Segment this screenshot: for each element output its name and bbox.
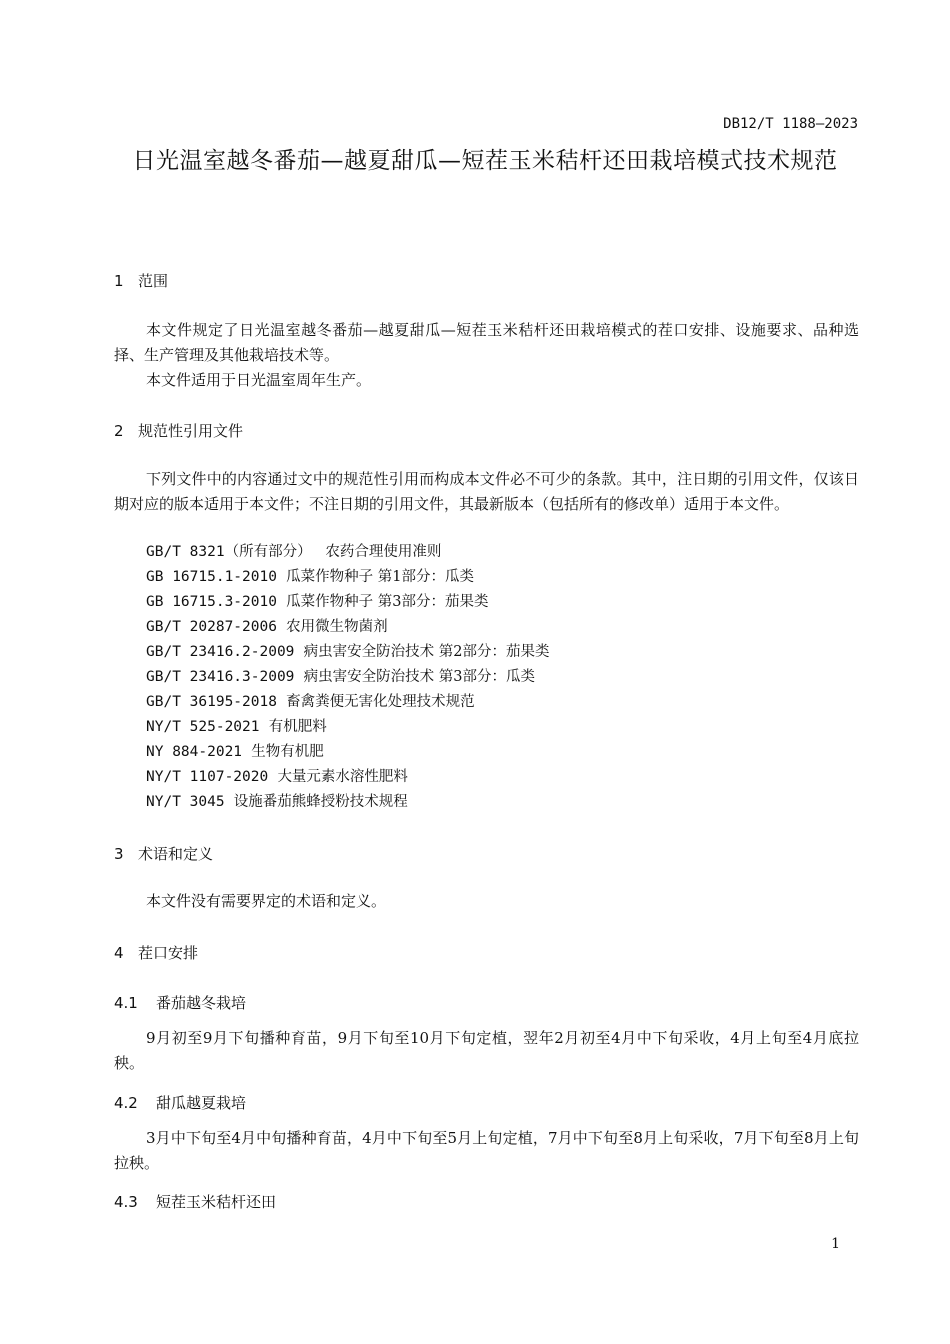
- reference-name: 大量元素水溶性肥料: [277, 769, 408, 785]
- reference-code: NY/T 3045: [146, 794, 225, 810]
- subsection-number: 4.2: [114, 1094, 138, 1112]
- section-number: 4: [114, 944, 124, 962]
- reference-name: 农药合理使用准则: [325, 544, 442, 560]
- reference-item: [146, 690, 549, 715]
- subsection-heading: [114, 992, 246, 1013]
- reference-name: 设施番茄熊蜂授粉技术规程: [233, 794, 408, 810]
- paragraph: 本文件规定了日光温室越冬番茄—越夏甜瓜—短茬玉米秸杆还田栽培模式的茬口安排、设施要求、品种选择、生产管理及其他栽培技术等。: [114, 321, 859, 364]
- subsection-title: 甜瓜越夏栽培: [156, 1094, 247, 1112]
- subsection-title: 番茄越冬栽培: [156, 994, 247, 1012]
- reference-item: [146, 565, 549, 590]
- reference-name: 瓜菜作物种子 第3部分：茄果类: [286, 594, 489, 610]
- paragraph: 3月中下旬至4月中旬播种育苗，4月中下旬至5月上旬定植，7月中下旬至8月上旬采收，7月下旬至8月上旬拉秧。: [114, 1129, 859, 1172]
- document-code: DB12/T 1188—2023: [723, 116, 858, 132]
- section-title: 术语和定义: [138, 845, 214, 863]
- reference-code: GB/T 20287-2006: [146, 619, 277, 635]
- section-number: 1: [114, 272, 124, 290]
- reference-code: NY/T 1107-2020: [146, 769, 269, 785]
- reference-item: [146, 665, 549, 690]
- reference-item: [146, 740, 549, 765]
- reference-code: GB/T 23416.3-2009: [146, 669, 295, 685]
- reference-name: 畜禽粪便无害化处理技术规范: [286, 694, 475, 710]
- reference-code: GB/T 23416.2-2009: [146, 644, 295, 660]
- reference-item: [146, 790, 549, 815]
- section-heading-scope: [114, 270, 168, 291]
- reference-item: [146, 640, 549, 665]
- reference-name: 病虫害安全防治技术 第2部分：茄果类: [303, 644, 550, 660]
- section-heading-cropping-arrangement: [114, 942, 198, 963]
- reference-code: GB 16715.1-2010: [146, 569, 277, 585]
- reference-name: 有机肥料: [268, 719, 327, 735]
- reference-list: [146, 540, 549, 815]
- reference-item: [146, 540, 549, 565]
- reference-code: GB/T 8321（所有部分）: [146, 544, 312, 560]
- reference-name: 生物有机肥: [251, 744, 324, 760]
- subsection-heading: [114, 1191, 276, 1212]
- page-number: 1: [831, 1236, 840, 1252]
- section-heading-terms: [114, 843, 213, 864]
- section-number: 2: [114, 422, 124, 440]
- paragraph: 9月初至9月下旬播种育苗，9月下旬至10月下旬定植，翌年2月初至4月中下旬采收，4月上旬至4月底拉秧。: [114, 1029, 859, 1072]
- document-title: 日光温室越冬番茄—越夏甜瓜—短茬玉米秸杆还田栽培模式技术规范: [132, 148, 838, 174]
- reference-item: [146, 615, 549, 640]
- section-title: 范围: [138, 272, 169, 290]
- paragraph: 本文件适用于日光温室周年生产。: [146, 371, 372, 389]
- reference-name: 瓜菜作物种子 第1部分：瓜类: [286, 569, 475, 585]
- reference-item: [146, 765, 549, 790]
- subsection-heading: [114, 1092, 246, 1113]
- reference-code: GB/T 36195-2018: [146, 694, 277, 710]
- reference-item: [146, 590, 549, 615]
- paragraph: 下列文件中的内容通过文中的规范性引用而构成本文件必不可少的条款。其中，注日期的引用文件，仅该日期对应的版本适用于本文件；不注日期的引用文件，其最新版本（包括所有的修改单）适用于本文件。: [114, 470, 859, 513]
- reference-name: 病虫害安全防治技术 第3部分：瓜类: [303, 669, 535, 685]
- reference-code: NY 884-2021: [146, 744, 243, 760]
- reference-code: GB 16715.3-2010: [146, 594, 277, 610]
- subsection-number: 4.3: [114, 1193, 138, 1211]
- section-number: 3: [114, 845, 124, 863]
- reference-code: NY/T 525-2021: [146, 719, 260, 735]
- paragraph: 本文件没有需要界定的术语和定义。: [146, 892, 387, 910]
- section-title: 规范性引用文件: [138, 422, 244, 440]
- reference-name: 农用微生物菌剂: [286, 619, 388, 635]
- section-heading-normative-references: [114, 420, 243, 441]
- subsection-title: 短茬玉米秸杆还田: [156, 1193, 277, 1211]
- subsection-number: 4.1: [114, 994, 138, 1012]
- section-title: 茬口安排: [138, 944, 199, 962]
- reference-item: [146, 715, 549, 740]
